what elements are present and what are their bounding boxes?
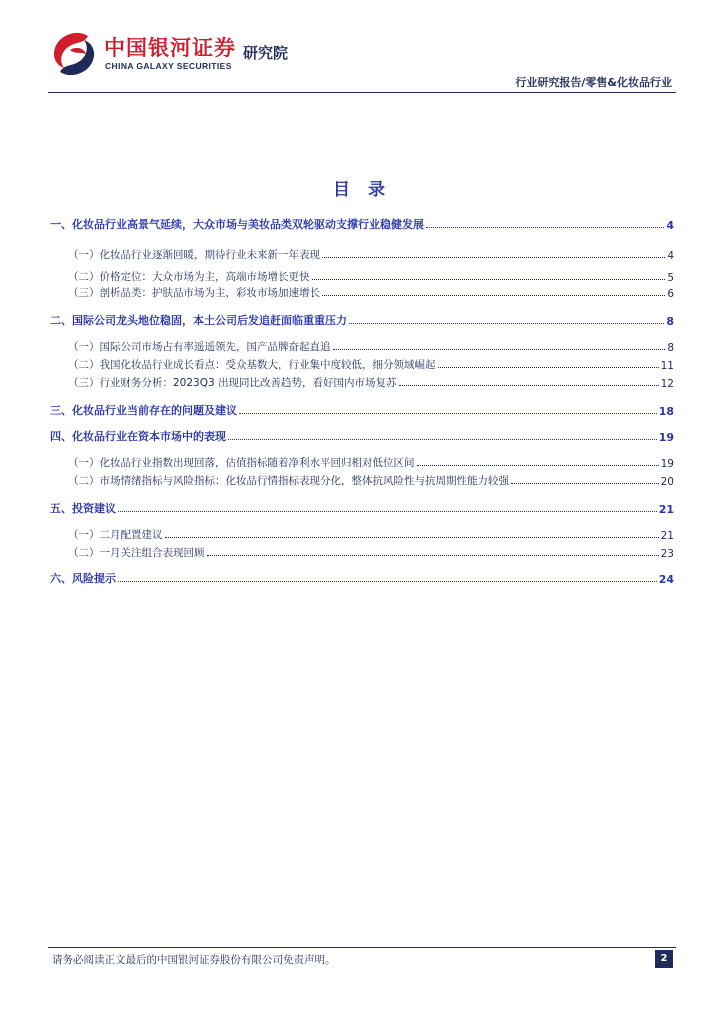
toc-leader-dots: [322, 295, 665, 296]
toc-leader-dots: [239, 413, 657, 414]
toc-entry-label: （二）市场情绪指标与风险指标：化妆品行情指标表现分化，整体抗风险性与抗周期性能力较强: [68, 475, 509, 487]
toc-entry-page: 21: [660, 530, 674, 542]
toc-leader-dots: [312, 279, 666, 280]
toc-entry-page: 21: [658, 503, 674, 516]
toc-entry-label: （二）一月关注组合表现回顾: [68, 547, 205, 559]
toc-entry-page: 19: [660, 458, 674, 470]
toc-subsection-entry[interactable]: [50, 336, 674, 354]
toc-leader-dots: [322, 257, 665, 258]
toc-entry-page: 19: [658, 431, 674, 444]
toc-entry-label: 五、投资建议: [50, 502, 116, 515]
toc-leader-dots: [118, 581, 657, 582]
toc-leader-dots: [333, 349, 666, 350]
toc-subsection-entry[interactable]: [50, 524, 674, 542]
toc-subsection-entry[interactable]: [50, 372, 674, 390]
toc-entry-page: 8: [666, 315, 674, 328]
toc-entry-page: 5: [667, 272, 674, 284]
toc-entry-label: （二）价格定位：大众市场为主，高端市场增长更快: [68, 271, 310, 283]
toc-subsection-entry[interactable]: [50, 282, 674, 300]
toc-leader-dots: [207, 555, 659, 556]
toc-leader-dots: [349, 323, 664, 324]
report-type-label: 行业研究报告/零售&化妆品行业: [515, 76, 672, 89]
brand-name-cn: 中国银河证券: [104, 36, 236, 60]
toc-section-entry[interactable]: [50, 498, 674, 516]
disclaimer-note: 请务必阅读正文最后的中国银河证券股份有限公司免责声明。: [52, 954, 336, 966]
toc-subsection-entry[interactable]: [50, 470, 674, 488]
toc-entry-page: 4: [667, 250, 674, 262]
toc-subsection-entry[interactable]: [50, 244, 674, 262]
galaxy-logo-icon: [48, 30, 100, 78]
toc-title: 目 录: [333, 180, 391, 200]
page-number: 2: [655, 950, 673, 968]
toc-leader-dots: [438, 367, 659, 368]
toc-subsection-entry[interactable]: [50, 542, 674, 560]
toc-entry-page: 11: [660, 360, 674, 372]
toc-entry-label: （一）化妆品行业指数出现回落，估值指标随着净利水平回归相对低位区间: [68, 457, 415, 469]
toc-entry-label: 三、化妆品行业当前存在的问题及建议: [50, 404, 237, 417]
toc-entry-label: （一）二月配置建议: [68, 529, 163, 541]
toc-subsection-entry[interactable]: [50, 452, 674, 470]
toc-entry-page: 24: [658, 573, 674, 586]
toc-section-entry[interactable]: [50, 400, 674, 418]
toc-entry-page: 20: [660, 476, 674, 488]
toc-section-entry[interactable]: [50, 310, 674, 328]
toc-leader-dots: [511, 483, 659, 484]
toc-entry-page: 18: [658, 405, 674, 418]
institute-label: 研究院: [243, 44, 289, 62]
toc-entry-label: （三）行业财务分析：2023Q3 出现同比改善趋势，看好国内市场复苏: [68, 377, 397, 389]
toc-entry-page: 6: [667, 288, 674, 300]
toc-entry-label: （三）剖析品类：护肤品市场为主，彩妆市场加速增长: [68, 287, 320, 299]
toc-entry-label: （二）我国化妆品行业成长看点：受众基数大，行业集中度较低，细分领域崛起: [68, 359, 436, 371]
toc-section-entry[interactable]: [50, 214, 674, 232]
toc-entry-page: 23: [660, 548, 674, 560]
footer-divider: [48, 947, 676, 948]
header-divider: [48, 92, 676, 93]
toc-leader-dots: [417, 465, 659, 466]
toc-entry-label: 四、化妆品行业在资本市场中的表现: [50, 430, 226, 443]
toc-entry-label: 六、风险提示: [50, 572, 116, 585]
toc-entry-label: 一、化妆品行业高景气延续，大众市场与美妆品类双轮驱动支撑行业稳健发展: [50, 218, 424, 231]
toc-leader-dots: [165, 537, 659, 538]
toc-leader-dots: [228, 439, 657, 440]
toc-entry-label: （一）化妆品行业逐渐回暖，期待行业未来新一年表现: [68, 249, 320, 261]
brand-name-en: CHINA GALAXY SECURITIES: [105, 61, 232, 71]
toc-entry-page: 8: [667, 342, 674, 354]
toc-entry-page: 12: [660, 378, 674, 390]
toc-subsection-entry[interactable]: [50, 354, 674, 372]
toc-leader-dots: [426, 227, 664, 228]
toc-leader-dots: [399, 385, 659, 386]
toc-section-entry[interactable]: [50, 568, 674, 586]
toc-entry-page: 4: [666, 219, 674, 232]
toc-section-entry[interactable]: [50, 426, 674, 444]
toc-entry-label: （一）国际公司市场占有率遥遥领先，国产品牌奋起直追: [68, 341, 331, 353]
toc-entry-label: 二、国际公司龙头地位稳固，本土公司后发追赶面临重重压力: [50, 314, 347, 327]
toc-leader-dots: [118, 511, 657, 512]
